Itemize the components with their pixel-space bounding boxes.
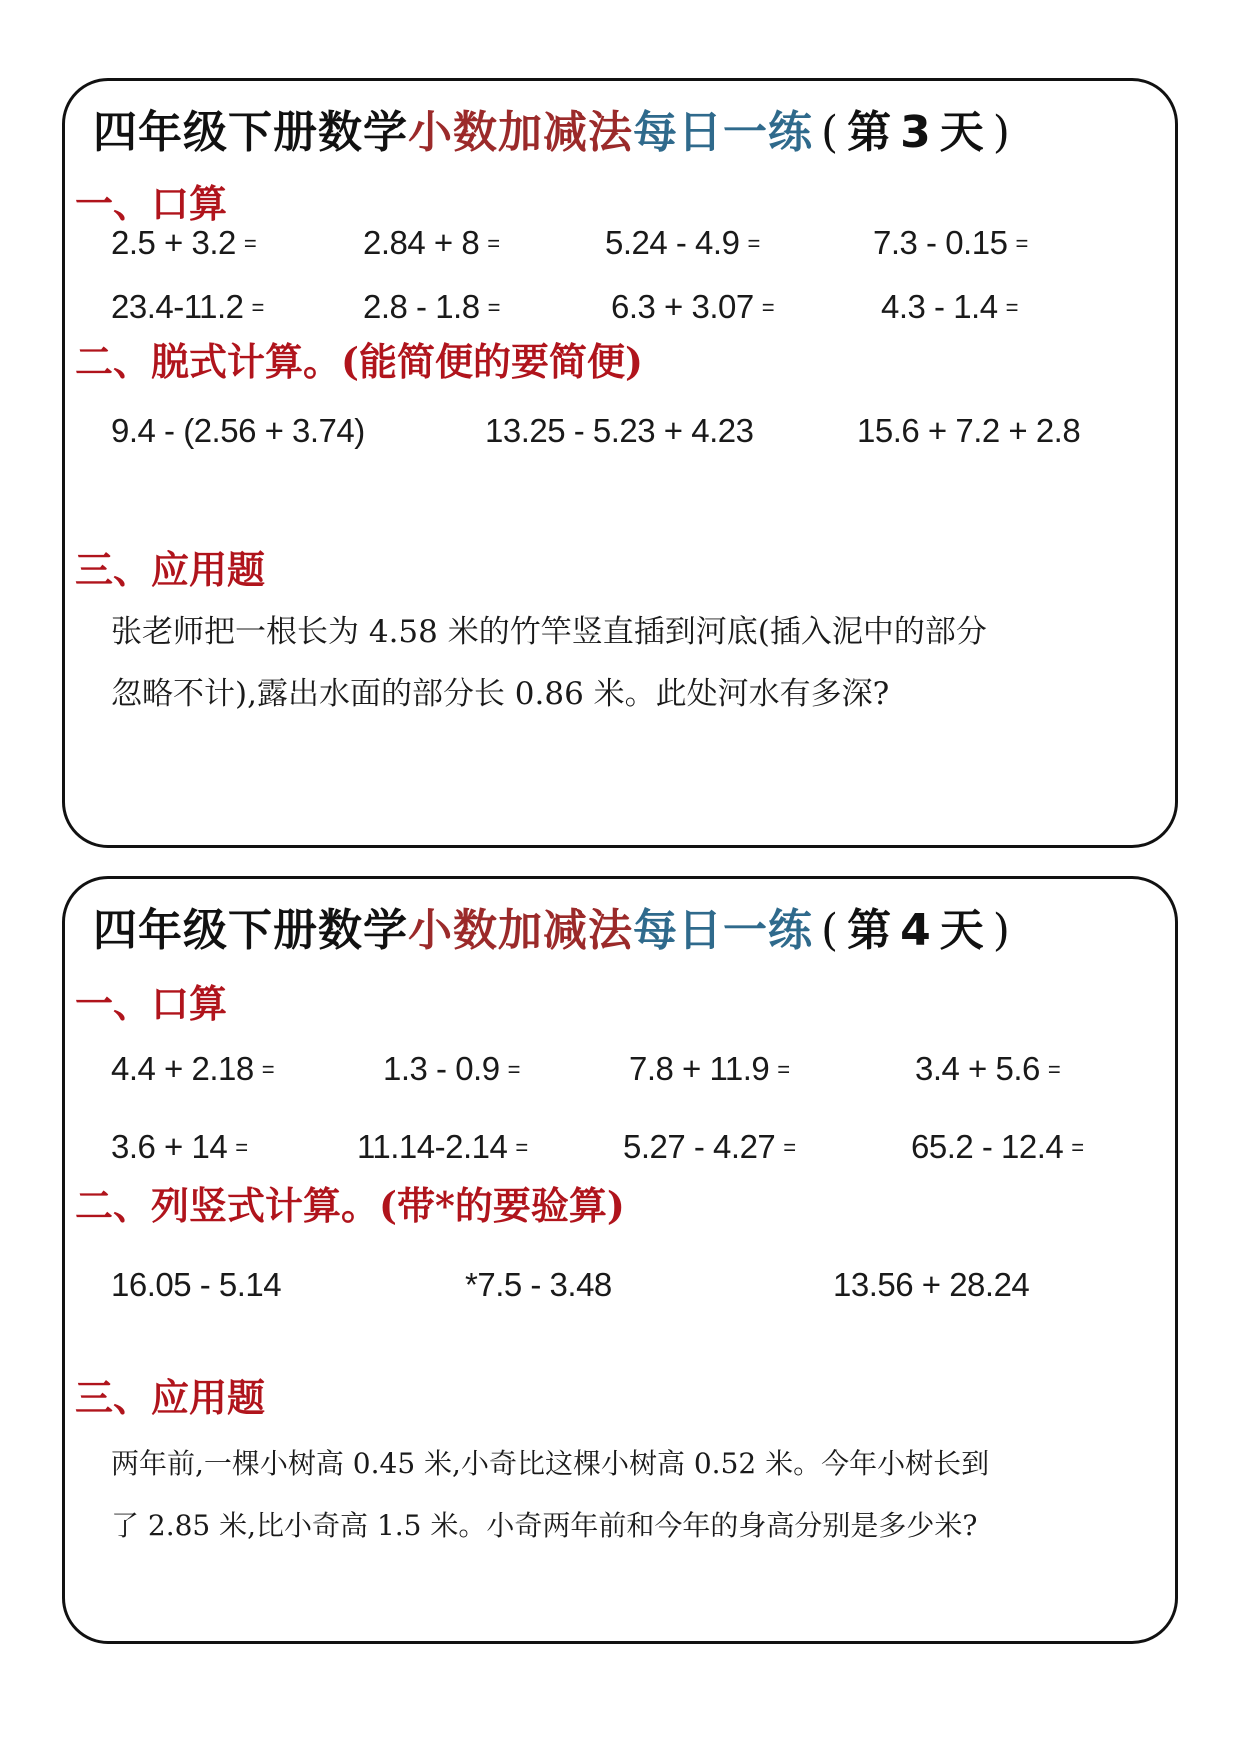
- title-topic: 小数加减法: [408, 107, 633, 158]
- title-series: 每日一练: [633, 107, 813, 158]
- oral-expression: [623, 1125, 796, 1170]
- equals-sign: =: [1015, 231, 1028, 256]
- calc-row: [65, 409, 1175, 453]
- calc-expression: 15.6 + 7.2 + 2.8: [857, 412, 1081, 449]
- oral-expression: [111, 1047, 274, 1092]
- expression-text: 23.4-11.2: [111, 288, 244, 325]
- equals-sign: =: [515, 1135, 528, 1160]
- title-day-number: 3: [900, 107, 932, 158]
- word-problem-line: 张老师把一根长为 4.58 米的竹竿竖直插到河底(插入泥中的部分: [111, 614, 987, 650]
- equals-sign: =: [235, 1135, 248, 1160]
- oral-expression: [111, 285, 264, 330]
- equals-sign: =: [1071, 1135, 1084, 1160]
- title-prefix: 四年级下册数学: [93, 905, 408, 956]
- section-heading-calc: 二、列竖式计算。(带*的要验算): [75, 1183, 625, 1228]
- section-heading-word-problem: 三、应用题: [75, 547, 266, 592]
- title-paren-open: (: [821, 905, 840, 956]
- equals-sign: =: [783, 1135, 796, 1160]
- calc-expression: 9.4 - (2.56 + 3.74): [111, 412, 365, 449]
- title-topic: 小数加减法: [408, 905, 633, 956]
- equals-sign: =: [761, 295, 775, 320]
- title-day-pre: 第: [847, 107, 893, 158]
- expression-text: 11.14-2.14: [357, 1128, 508, 1165]
- expression-text: 2.5 + 3.2: [111, 224, 236, 261]
- expression-text: 5.24 - 4.9: [605, 224, 740, 261]
- expression-text: 1.3 - 0.9: [383, 1050, 500, 1087]
- worksheet-card-day-4: [62, 876, 1178, 1644]
- word-problem-text: [111, 1433, 1165, 1557]
- title-day-pre: 第: [847, 905, 893, 956]
- oral-expression: [915, 1047, 1060, 1092]
- section-heading-oral: 一、口算: [75, 181, 228, 226]
- expression-text: 2.8 - 1.8: [363, 288, 480, 325]
- equals-sign: =: [747, 231, 760, 256]
- calc-expression: 13.56 + 28.24: [833, 1266, 1030, 1303]
- oral-row-1: [65, 221, 1175, 265]
- equals-sign: =: [1047, 1057, 1061, 1082]
- equals-sign: =: [777, 1057, 790, 1082]
- oral-row-2: [65, 285, 1175, 329]
- worksheet-card-day-3: [62, 78, 1178, 848]
- worksheet-title: [93, 95, 1019, 171]
- expression-text: 7.8 + 11.9: [629, 1050, 770, 1087]
- oral-row-1: [65, 1047, 1175, 1091]
- oral-expression: [629, 1047, 790, 1092]
- oral-expression: [357, 1125, 528, 1170]
- oral-expression: [111, 1125, 248, 1170]
- calc-expression: 16.05 - 5.14: [111, 1266, 282, 1303]
- oral-expression: [363, 221, 500, 266]
- title-day-number: 4: [900, 905, 932, 956]
- expression-text: 65.2 - 12.4: [911, 1128, 1064, 1165]
- expression-text: 4.4 + 2.18: [111, 1050, 254, 1087]
- expression-text: 6.3 + 3.07: [611, 288, 754, 325]
- worksheet-title: [93, 893, 1019, 969]
- oral-expression: [383, 1047, 520, 1092]
- title-paren-close: ): [992, 107, 1011, 158]
- title-prefix: 四年级下册数学: [93, 107, 408, 158]
- equals-sign: =: [243, 231, 257, 256]
- word-problem-text: [111, 601, 1165, 725]
- equals-sign: =: [251, 295, 264, 320]
- oral-row-2: [65, 1125, 1175, 1169]
- section-heading-calc: 二、脱式计算。(能简便的要简便): [75, 339, 643, 384]
- section-heading-word-problem: 三、应用题: [75, 1375, 266, 1420]
- oral-expression: [111, 221, 256, 266]
- equals-sign: =: [1005, 295, 1018, 320]
- word-problem-line: 忽略不计),露出水面的部分长 0.86 米。此处河水有多深?: [111, 676, 890, 712]
- oral-expression: [873, 221, 1028, 266]
- title-day-post: 天: [939, 107, 985, 158]
- expression-text: 3.6 + 14: [111, 1128, 228, 1165]
- expression-text: 2.84 + 8: [363, 224, 480, 261]
- expression-text: 7.3 - 0.15: [873, 224, 1008, 261]
- expression-text: 3.4 + 5.6: [915, 1050, 1040, 1087]
- section-heading-oral: 一、口算: [75, 981, 228, 1026]
- title-paren-close: ): [992, 905, 1011, 956]
- equals-sign: =: [261, 1057, 275, 1082]
- calc-expression: 13.25 - 5.23 + 4.23: [485, 412, 754, 449]
- equals-sign: =: [487, 295, 500, 320]
- expression-text: 5.27 - 4.27: [623, 1128, 776, 1165]
- oral-expression: [605, 221, 760, 266]
- expression-text: 4.3 - 1.4: [881, 288, 998, 325]
- oral-expression: [881, 285, 1018, 330]
- equals-sign: =: [507, 1057, 520, 1082]
- oral-expression: [363, 285, 500, 330]
- title-series: 每日一练: [633, 905, 813, 956]
- title-day-post: 天: [939, 905, 985, 956]
- word-problem-line: 了 2.85 米,比小奇高 1.5 米。小奇两年前和今年的身高分别是多少米?: [111, 1509, 978, 1542]
- equals-sign: =: [487, 231, 500, 256]
- oral-expression: [911, 1125, 1084, 1170]
- title-paren-open: (: [821, 107, 840, 158]
- word-problem-line: 两年前,一棵小树高 0.45 米,小奇比这棵小树高 0.52 米。今年小树长到: [111, 1447, 990, 1480]
- calc-expression: *7.5 - 3.48: [465, 1266, 612, 1303]
- oral-expression: [611, 285, 774, 330]
- calc-row: [65, 1263, 1175, 1307]
